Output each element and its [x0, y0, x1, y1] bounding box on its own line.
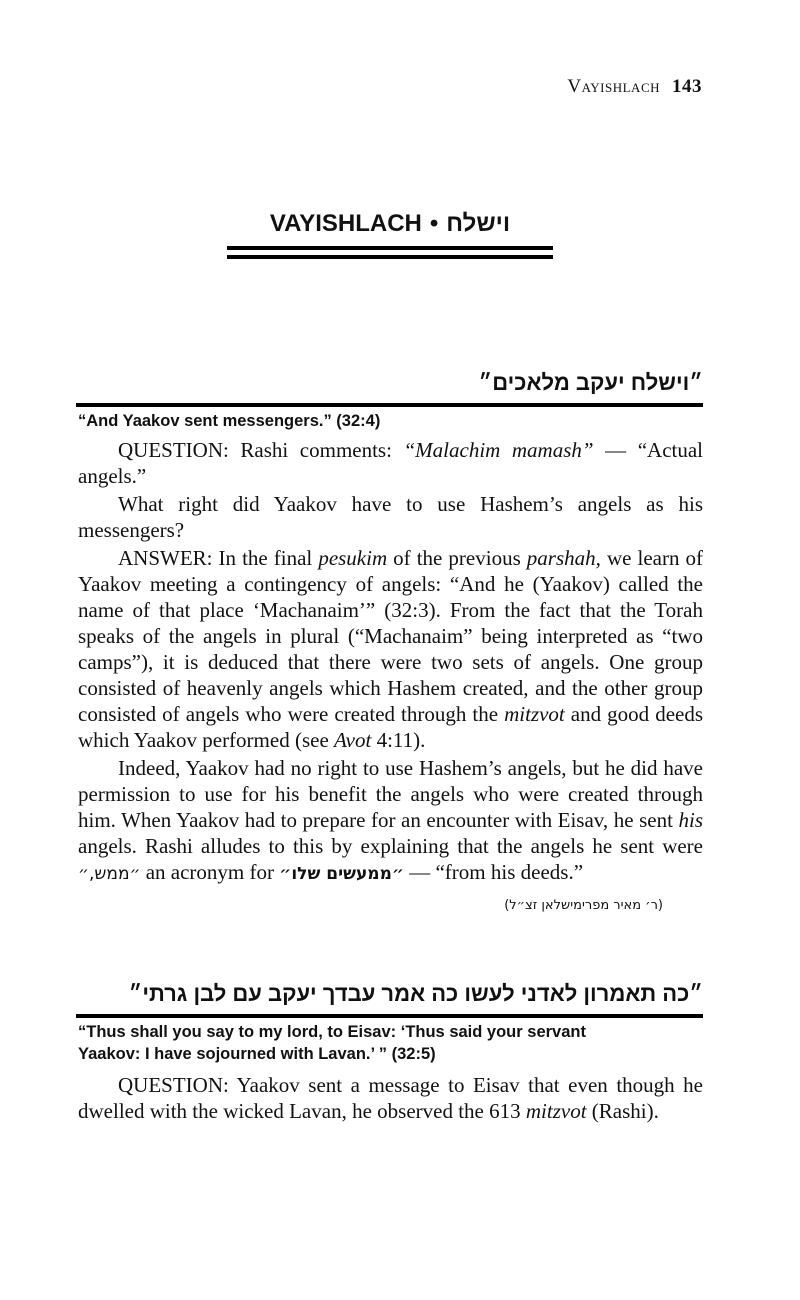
running-head [567, 76, 702, 98]
text: — “Actual angels.” [78, 438, 703, 488]
section1-rule [76, 403, 703, 407]
section1-verse-translation: “And Yaakov sent messengers.” (32:4) [78, 412, 381, 430]
title-separator: • [429, 210, 439, 237]
text: an acronym for [140, 860, 280, 884]
paragraph [78, 545, 703, 753]
chapter-title-hebrew: וישלח [446, 210, 511, 237]
italic-text: parshah, [526, 546, 601, 570]
hebrew-inline-bold: ״ממעשים שלו״ [279, 864, 404, 884]
text: — “from his deeds.” [403, 860, 584, 884]
italic-text: mitzvot [504, 702, 565, 726]
section2-rule [76, 1014, 703, 1018]
text: Indeed, Yaakov had no right to use Hashem’s angels, but he did have permission to use for his benefit the angels who were created through him. When Yaakov had to prepare for an encounter with Eisav, he sent [78, 756, 703, 832]
text: QUESTION: Rashi comments: [118, 438, 404, 462]
page-number: 143 [672, 76, 702, 97]
paragraph [78, 491, 703, 543]
section2-verse-translation [78, 1021, 703, 1065]
text: of the previous [387, 546, 527, 570]
section2-body [78, 1072, 703, 1126]
paragraph [78, 1072, 703, 1124]
attribution: (ר׳ מאיר מפרימישלאן זצ״ל) [504, 898, 663, 913]
translation-line: Yaakov: I have sojourned with Lavan.’ ” (32:5) [78, 1045, 436, 1063]
text: ANSWER: In the final [118, 546, 319, 570]
text: angels. Rashi alludes to this by explaining that the angels he sent were [78, 834, 703, 858]
chapter-title-english: VAYISHLACH [269, 210, 422, 237]
chapter-title [227, 210, 553, 238]
italic-text: Avot [334, 728, 372, 752]
paragraph [78, 437, 703, 489]
italic-text: “Malachim mamash” [403, 438, 594, 462]
section1-body [78, 437, 703, 919]
title-rule-top [227, 246, 553, 250]
text: 4:11). [371, 728, 426, 752]
text: we learn of Yaakov meeting a contingency of angels: “And he (Yaakov) called the name of that place ‘Machanaim’” (32:3). From the fact that the Torah speaks of the angels in plural (“Machanaim” being interpreted as “two camps”), it is deduced that there were two sets of angels. One group consisted of heavenly angels which Hashem created, and the other group consisted of angels who were created through the [78, 546, 703, 726]
italic-text: pesukim [318, 546, 388, 570]
hebrew-inline: ״ממש,״ [78, 864, 141, 884]
text: QUESTION: Yaakov sent a message to Eisav that even though he dwelled with the wicked Lavan, he observed the 613 [78, 1073, 703, 1123]
running-head-title: Vayishlach [567, 76, 660, 97]
text: and good deeds which Yaakov performed (see [78, 702, 704, 752]
title-rule-bottom [227, 255, 553, 259]
translation-line: “Thus shall you say to my lord, to Eisav: ‘Thus said your servant [78, 1023, 586, 1041]
section2-hebrew-verse: ״כה תאמרון לאדני לעשו כה אמר עבדך יעקב עם לבן גרתי״ [128, 981, 703, 1006]
italic-text: mitzvot [525, 1099, 587, 1123]
text: (Rashi). [586, 1099, 659, 1123]
italic-text: his [678, 808, 703, 832]
paragraph [78, 755, 703, 913]
section1-hebrew-verse: ״וישלח יעקב מלאכים״ [478, 370, 703, 395]
text: What right did Yaakov have to use Hashem’s angels as his messengers? [78, 492, 703, 542]
